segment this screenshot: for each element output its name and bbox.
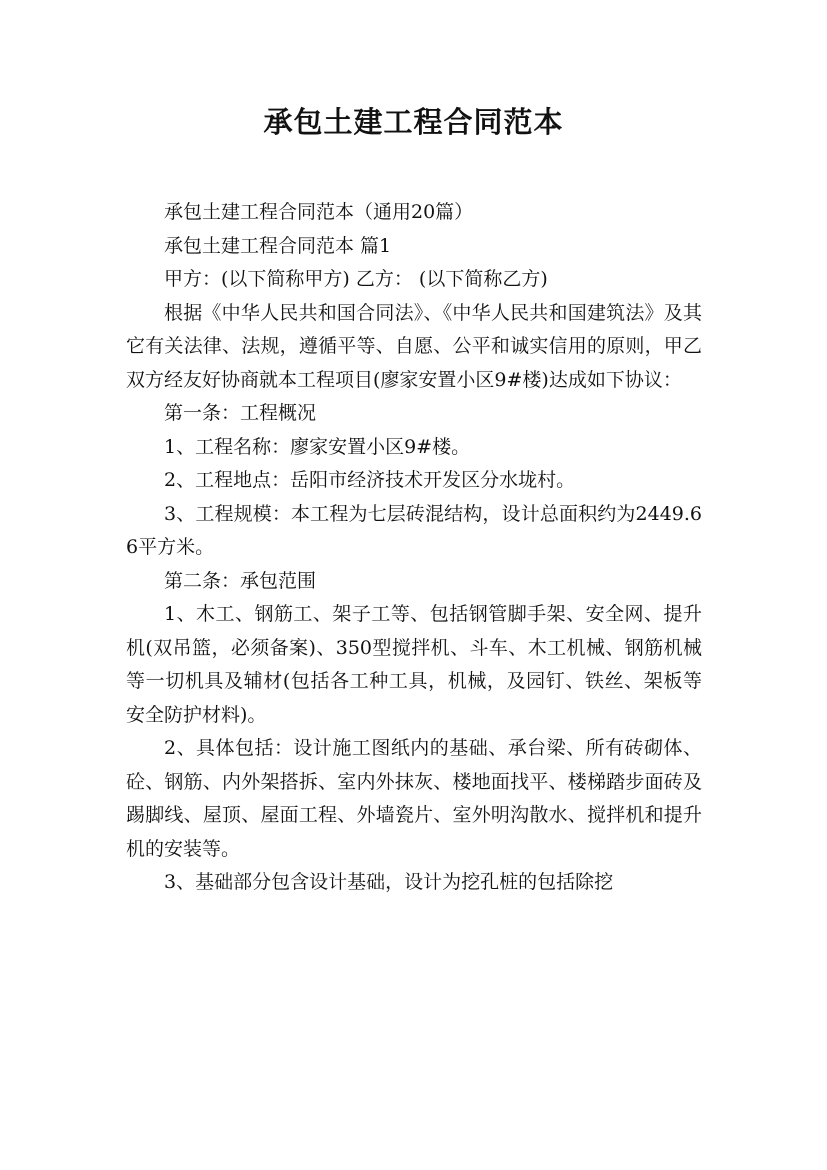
paragraph-clause-1-heading: 第一条：工程概况 [164, 402, 317, 424]
paragraph-scope-item-1: 1、木工、钢筋工、架子工等、包括钢管脚手架、安全网、提升机(双吊篮，必须备案)、350型搅拌机、斗车、木工机械、钢筋机械等一切机具及辅材(包括各工种工具，机械，及园钉、铁丝、架板等安全防护材料)。 [126, 603, 702, 726]
paragraph-parties: 甲方：(以下简称甲方) 乙方： (以下简称乙方) [164, 268, 548, 290]
paragraph-clause-2-heading: 第二条：承包范围 [164, 569, 317, 592]
paragraph-scope-item-3: 3、基础部分包含设计基础，设计为挖孔桩的包括除挖 [164, 871, 614, 893]
paragraph-project-location: 2、工程地点：岳阳市经济技术开发区分水垅村。 [164, 469, 576, 491]
paragraph-preamble: 根据《中华人民共和国合同法》、《中华人民共和国建筑法》及其它有关法律、法规，遵循平等、自愿、公平和诚实信用的原则，甲乙双方经友好协商就本工程项目(廖家安置小区9#楼)达成如下协议： [126, 301, 702, 391]
paragraph-collection-heading: 承包土建工程合同范本（通用20篇） [164, 201, 474, 223]
paragraph-project-scale: 3、工程规模：本工程为七层砖混结构，设计总面积约为2449.66平方米。 [126, 502, 702, 558]
paragraph-scope-item-2: 2、具体包括：设计施工图纸内的基础、承台梁、所有砖砌体、砼、钢筋、内外架搭拆、室内外抹灰、楼地面找平、楼梯踏步面砖及踢脚线、屋顶、屋面工程、外墙瓷片、室外明沟散水、搅拌机和提升机的安装等。 [126, 737, 702, 860]
document-title: 承包土建工程合同范本 [263, 105, 564, 139]
paragraph-project-name: 1、工程名称：廖家安置小区9#楼。 [164, 435, 471, 458]
paragraph-article-heading: 承包土建工程合同范本 篇1 [164, 234, 392, 257]
document-body [126, 196, 702, 900]
